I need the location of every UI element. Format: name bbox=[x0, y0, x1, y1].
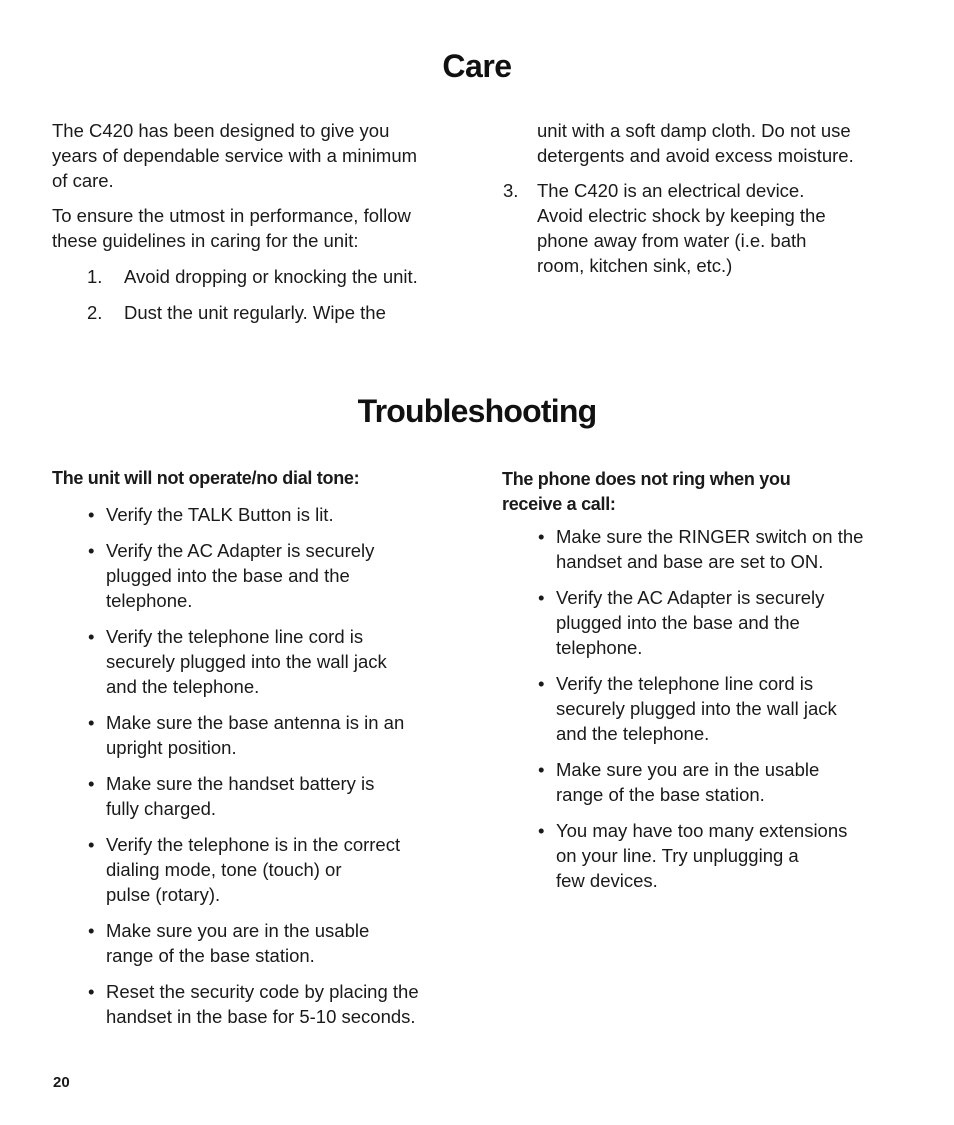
right-bullet-list bbox=[538, 524, 918, 904]
care-item-1-number: 1. bbox=[87, 266, 103, 287]
bullet-icon: • bbox=[538, 673, 545, 694]
bullet-icon: • bbox=[538, 587, 545, 608]
bullet-icon: • bbox=[88, 834, 95, 855]
care-item-2-number: 2. bbox=[87, 302, 103, 323]
list-item: • Make sure the handset battery is fully charged. bbox=[88, 773, 375, 819]
bullet-icon: • bbox=[88, 504, 95, 525]
care-item-2-text: Dust the unit regularly. Wipe the bbox=[124, 302, 386, 323]
bullet-icon: • bbox=[538, 526, 545, 547]
list-item: • Reset the security code by placing the handset in the base for 5-10 seconds. bbox=[88, 981, 419, 1027]
list-item: • Verify the telephone line cord is securely plugged into the wall jack and the telephone. bbox=[538, 673, 837, 744]
bullet-icon: • bbox=[88, 920, 95, 941]
care-item-3-number: 3. bbox=[503, 180, 519, 201]
list-item: • Verify the telephone is in the correct dialing mode, tone (touch) or pulse (rotary). bbox=[88, 834, 401, 905]
care-item-1-text: Avoid dropping or knocking the unit. bbox=[124, 266, 418, 287]
troubleshooting-title: Troubleshooting bbox=[357, 393, 597, 429]
list-item: • Verify the telephone line cord is securely plugged into the wall jack and the telephone. bbox=[88, 626, 387, 697]
left-bullet-list bbox=[88, 502, 468, 1040]
list-item: • Make sure the RINGER switch on the handset and base are set to ON. bbox=[538, 526, 864, 572]
bullet-icon: • bbox=[538, 759, 545, 780]
bullet-icon: • bbox=[88, 773, 95, 794]
bullet-icon: • bbox=[538, 820, 545, 841]
list-item: • Verify the AC Adapter is securely plugged into the base and the telephone. bbox=[88, 540, 375, 611]
care-item-2-continued: unit with a soft damp cloth. Do not use detergents and avoid excess moisture. bbox=[537, 120, 854, 166]
bullet-icon: • bbox=[88, 981, 95, 1002]
care-intro-1: The C420 has been designed to give you years of dependable service with a minimum of care. bbox=[52, 120, 418, 191]
bullet-icon: • bbox=[88, 626, 95, 647]
bullet-icon: • bbox=[88, 712, 95, 733]
care-item-3-text: The C420 is an electrical device. Avoid electric shock by keeping the phone away from water (i.e. bath room, kitchen sink, etc.) bbox=[537, 180, 826, 276]
left-subheading: The unit will not operate/no dial tone: bbox=[52, 468, 360, 488]
list-item: • Verify the AC Adapter is securely plugged into the base and the telephone. bbox=[538, 587, 825, 658]
bullet-icon: • bbox=[88, 540, 95, 561]
care-intro-2: To ensure the utmost in performance, follow these guidelines in caring for the unit: bbox=[52, 205, 411, 251]
list-item: • Make sure you are in the usable range of the base station. bbox=[538, 759, 820, 805]
right-subheading: The phone does not ring when you receive a call: bbox=[502, 469, 791, 514]
list-item: • Make sure you are in the usable range of the base station. bbox=[88, 920, 370, 966]
page-number: 20 bbox=[53, 1074, 70, 1091]
care-title: Care bbox=[442, 48, 512, 84]
list-item: • You may have too many extensions on your line. Try unplugging a few devices. bbox=[538, 820, 848, 891]
list-item: • Make sure the base antenna is in an upright position. bbox=[88, 712, 405, 758]
list-item: • Verify the TALK Button is lit. bbox=[88, 504, 334, 525]
